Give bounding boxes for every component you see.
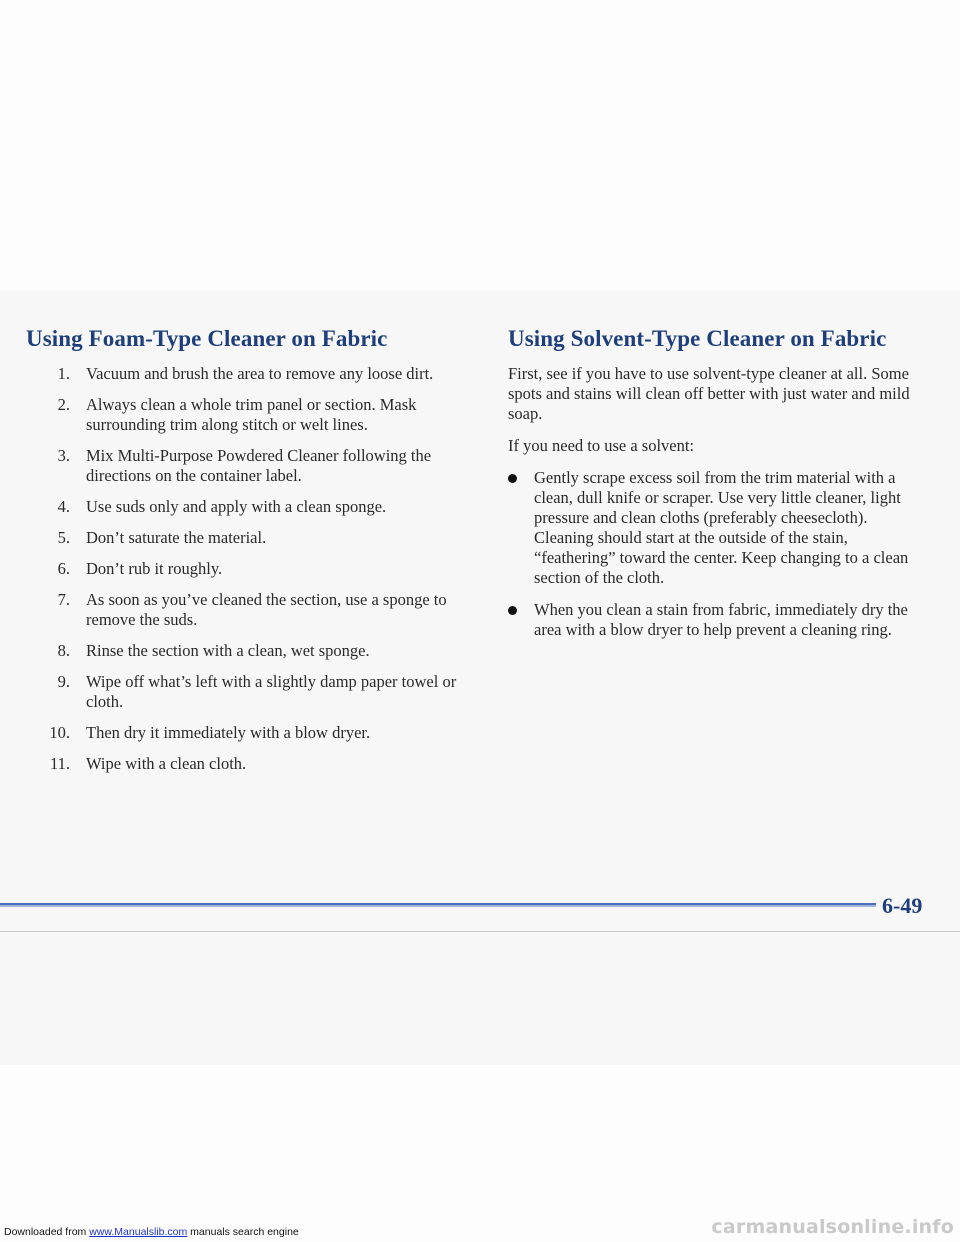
step-number: 7. bbox=[57, 590, 70, 609]
list-item bbox=[26, 446, 476, 486]
step-number: 10. bbox=[49, 723, 70, 742]
list-item bbox=[26, 641, 476, 661]
list-item bbox=[508, 600, 928, 640]
step-text: Don’t rub it roughly. bbox=[86, 559, 223, 578]
foam-steps-list bbox=[26, 364, 476, 774]
list-item bbox=[508, 468, 928, 588]
bullet-icon bbox=[508, 606, 517, 615]
step-text: As soon as you’ve cleaned the section, use a sponge to remove the suds. bbox=[86, 590, 447, 629]
watermark-logo: carmanualsonline.info bbox=[711, 1216, 954, 1238]
step-number: 8. bbox=[57, 641, 70, 660]
list-item bbox=[26, 672, 476, 712]
step-number: 5. bbox=[57, 528, 70, 547]
step-text: Then dry it immediately with a blow dryer. bbox=[86, 723, 371, 742]
list-item bbox=[26, 559, 476, 579]
step-number: 1. bbox=[57, 364, 70, 383]
section-title-solvent: Using Solvent-Type Cleaner on Fabric bbox=[508, 326, 887, 351]
bullet-text: Gently scrape excess soil from the trim material with a clean, dull knife or scraper. Use very little cleaner, light pressure and clean cloths (preferably cheesecloth). Cleaning should start at the outside of the stain, “feathering” toward the center. Keep changing to a clean section of the cloth. bbox=[534, 468, 909, 587]
bullet-icon bbox=[508, 474, 517, 483]
list-item bbox=[26, 590, 476, 630]
page-number: 6-49 bbox=[882, 893, 923, 918]
list-item bbox=[26, 395, 476, 435]
section-title-foam: Using Foam-Type Cleaner on Fabric bbox=[26, 326, 388, 351]
step-number: 9. bbox=[57, 672, 70, 691]
step-text: Use suds only and apply with a clean sponge. bbox=[86, 497, 387, 516]
footer-prefix: Downloaded from bbox=[4, 1226, 90, 1238]
intro-paragraph: First, see if you have to use solvent-type cleaner at all. Some spots and stains will clean off better with just water and mild soap. bbox=[508, 364, 910, 423]
list-item bbox=[26, 364, 476, 384]
list-item bbox=[26, 528, 476, 548]
download-footer bbox=[4, 1226, 299, 1238]
step-number: 3. bbox=[57, 446, 70, 465]
step-text: Always clean a whole trim panel or section. Mask surrounding trim along stitch or welt lines. bbox=[86, 395, 417, 434]
foam-cleaner-section bbox=[26, 326, 476, 785]
step-number: 6. bbox=[57, 559, 70, 578]
step-text: Wipe off what’s left with a slightly damp paper towel or cloth. bbox=[86, 672, 457, 711]
list-item bbox=[26, 754, 476, 774]
step-text: Vacuum and brush the area to remove any loose dirt. bbox=[86, 364, 434, 383]
solvent-bullet-list bbox=[508, 468, 928, 640]
list-item bbox=[26, 723, 476, 743]
step-text: Mix Multi-Purpose Powdered Cleaner following the directions on the container label. bbox=[86, 446, 432, 485]
step-number: 11. bbox=[49, 754, 70, 773]
divider bbox=[0, 931, 960, 932]
step-number: 2. bbox=[57, 395, 70, 414]
step-text: Rinse the section with a clean, wet sponge. bbox=[86, 641, 370, 660]
list-item bbox=[26, 497, 476, 517]
lead-paragraph: If you need to use a solvent: bbox=[508, 436, 695, 455]
manualslib-link[interactable]: www.Manualslib.com bbox=[89, 1226, 188, 1238]
footer-rule bbox=[0, 903, 876, 907]
step-text: Don’t saturate the material. bbox=[86, 528, 267, 547]
bullet-text: When you clean a stain from fabric, immediately dry the area with a blow dryer to help prevent a cleaning ring. bbox=[534, 600, 908, 639]
footer-suffix: manuals search engine bbox=[187, 1226, 299, 1238]
step-number: 4. bbox=[57, 497, 70, 516]
solvent-cleaner-section bbox=[508, 326, 928, 652]
step-text: Wipe with a clean cloth. bbox=[86, 754, 247, 773]
